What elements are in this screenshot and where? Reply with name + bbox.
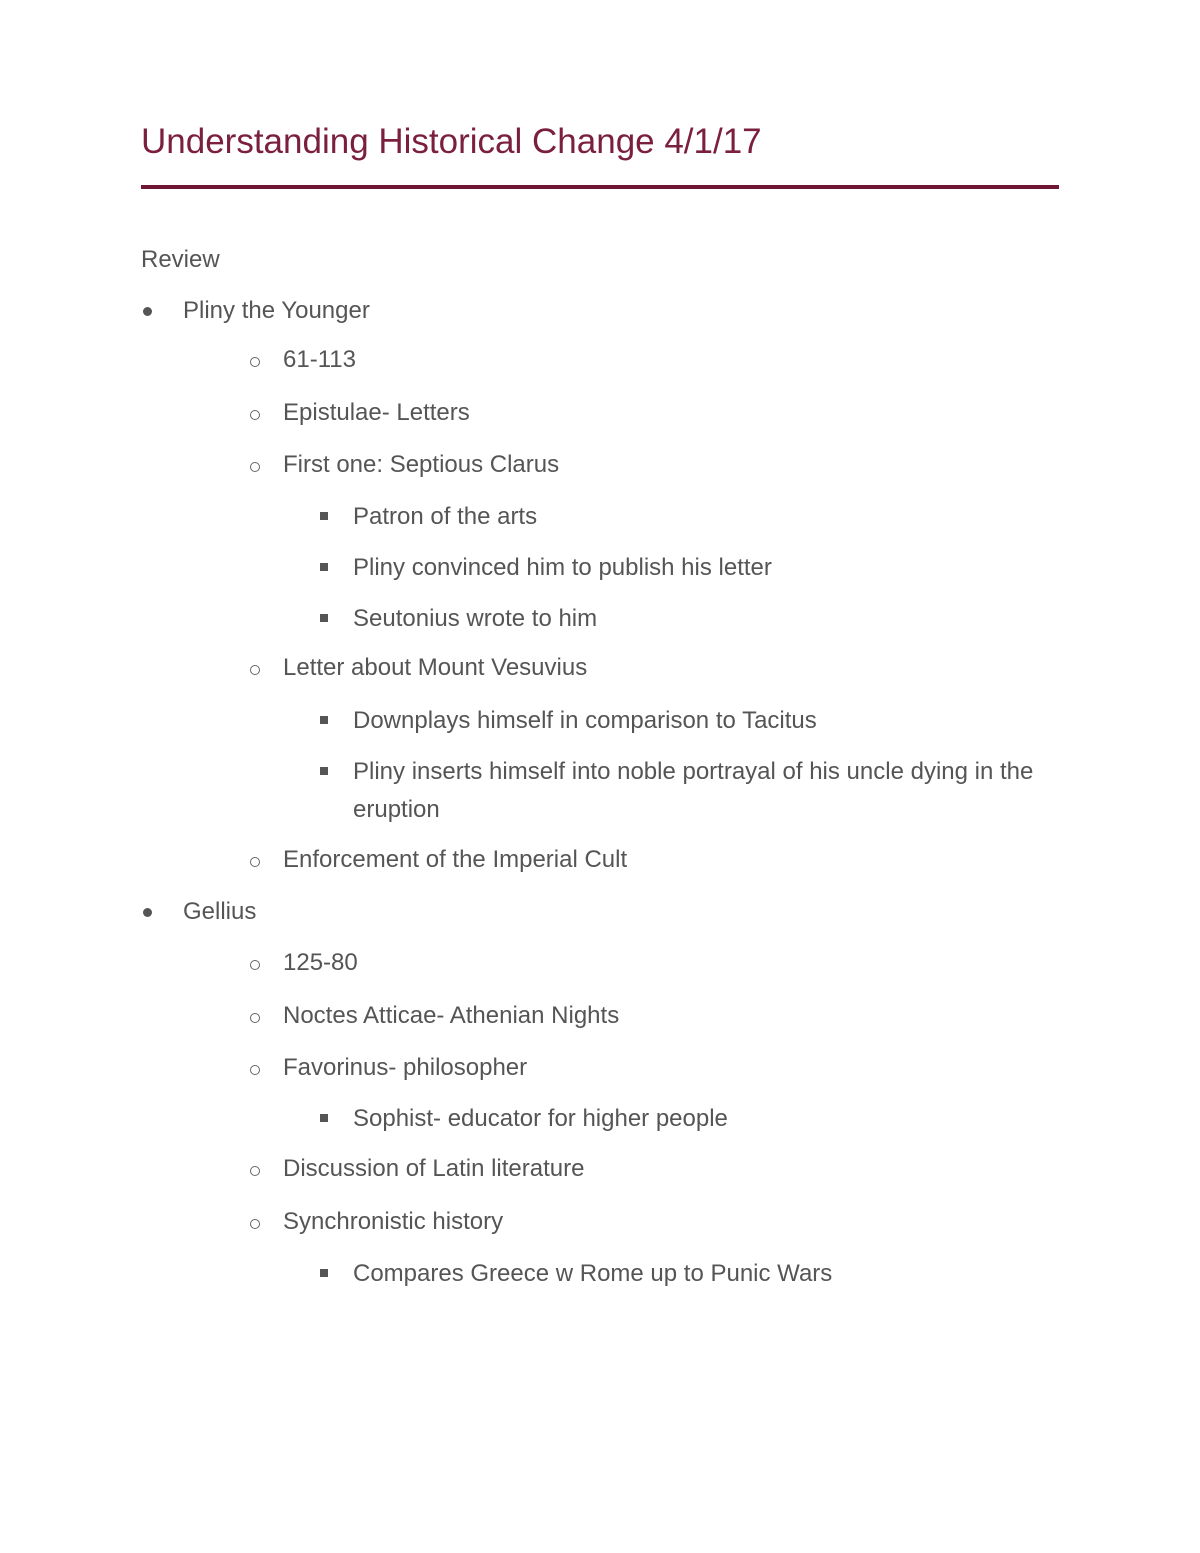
circle-bullet-icon	[250, 665, 260, 675]
square-bullet-icon	[320, 614, 328, 622]
square-bullet-icon	[320, 1114, 328, 1122]
list-item: Enforcement of the Imperial Cult	[283, 846, 628, 873]
circle-bullet-icon	[250, 1013, 260, 1023]
circle-bullet-icon	[250, 1065, 260, 1075]
section-heading: Review	[141, 246, 220, 273]
circle-bullet-icon	[250, 462, 260, 472]
list-item: 125-80	[283, 949, 358, 976]
list-item: Pliny convinced him to publish his letter	[353, 554, 772, 581]
list-item: First one: Septious Clarus	[283, 451, 560, 478]
list-item: Compares Greece w Rome up to Punic Wars	[353, 1260, 833, 1287]
square-bullet-icon	[320, 563, 328, 571]
list-item: Letter about Mount Vesuvius	[283, 654, 588, 681]
circle-bullet-icon	[250, 410, 260, 420]
list-item: Downplays himself in comparison to Tacitus	[353, 707, 817, 734]
title-divider	[141, 185, 1059, 189]
list-item: Pliny inserts himself into noble portrayal of his uncle dying in the eruption	[353, 758, 1034, 823]
square-bullet-icon	[320, 1269, 328, 1277]
square-bullet-icon	[320, 716, 328, 724]
page-title: Understanding Historical Change 4/1/17	[141, 122, 762, 161]
list-item: Favorinus- philosopher	[283, 1054, 528, 1081]
list-item: Sophist- educator for higher people	[353, 1105, 728, 1132]
bullet-icon	[143, 908, 152, 917]
bullet-icon	[143, 307, 152, 316]
square-bullet-icon	[320, 512, 328, 520]
list-item: Synchronistic history	[283, 1208, 504, 1235]
list-item: Noctes Atticae- Athenian Nights	[283, 1002, 620, 1029]
circle-bullet-icon	[250, 857, 260, 867]
list-item: Pliny the Younger	[183, 297, 370, 324]
list-item: Patron of the arts	[353, 503, 538, 530]
list-item: Epistulae- Letters	[283, 399, 470, 426]
circle-bullet-icon	[250, 1166, 260, 1176]
list-item: Gellius	[183, 898, 257, 925]
list-item: Seutonius wrote to him	[353, 605, 598, 632]
square-bullet-icon	[320, 767, 328, 775]
circle-bullet-icon	[250, 960, 260, 970]
circle-bullet-icon	[250, 357, 260, 367]
circle-bullet-icon	[250, 1219, 260, 1229]
list-item: 61-113	[283, 346, 356, 373]
list-item: Discussion of Latin literature	[283, 1155, 585, 1182]
